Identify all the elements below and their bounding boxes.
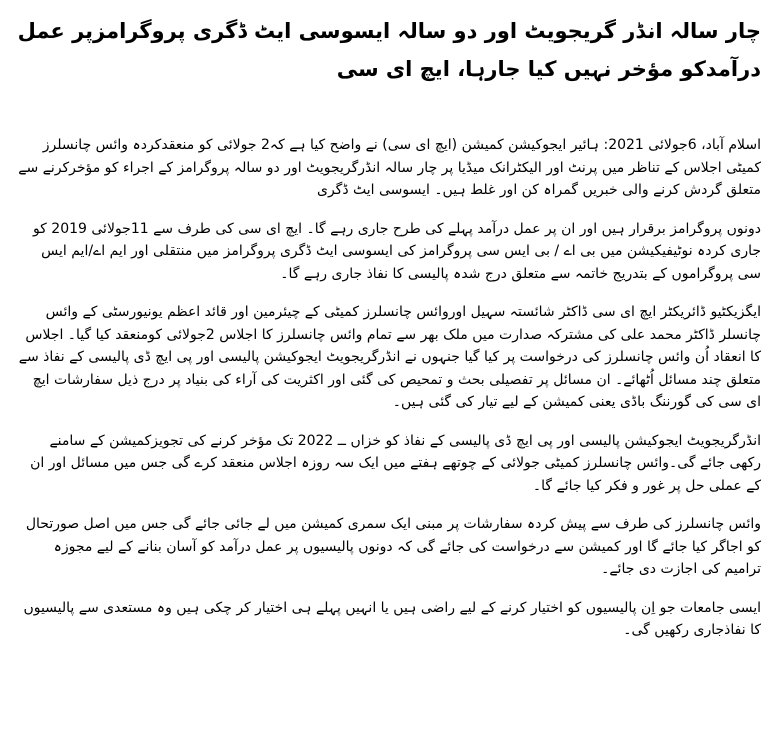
article-paragraph-5: وائس چانسلرز کی طرف سے پیش کردہ سفارشات پر مبنی ایک سمری کمیشن میں لے جائی جائے گی جس میں اصل صورتحال کو اجاگر کیا جائے گا اور کمیشن سے درخواست کی جائے گی کہ دونوں پالیسیوں پر عمل درآمد کو آسان بنانے کے لیے مجوزہ ترامیم کی اجازت دی جائے۔ <box>25 516 761 577</box>
article-headline: چار سالہ انڈر گریجویٹ اور دو سالہ ایسوسی ایٹ ڈگری پروگرامزپر عمل درآمدکو مؤخر نہیں کیا جارہا، ایچ ای سی <box>17 19 761 81</box>
headline-spacer <box>14 88 761 134</box>
article-paragraph-2: دونوں پروگرامز برقرار ہیں اور ان پر عمل درآمد پہلے کی طرح جاری رہے گا۔ ایچ ای سی کی طرف سے 11جولائی 2019 کو جاری کردہ نوٹیفیکیشن میں بی اے / بی ایس سی پروگرامز کی ایسوسی ایٹ ڈگری پروگرامز میں منتقلی اور ایم اے/ایم ایس سی پروگراموں کے بتدریج خاتمہ سے متعلق درج شدہ پالیسی کا نفاذ جاری رہے گا۔ <box>32 220 761 282</box>
article-paragraph-4: انڈرگریجویٹ ایجوکیشن پالیسی اور پی ایچ ڈی پالیسی کے نفاذ کو خزاں ــ 2022 تک مؤخر کرنے کی تجویزکمیشن کے سامنے رکھی جائے گی۔وائس چانسلرز کمیٹی جولائی کے چوتھے ہفتے میں ایک سہ روزہ اجلاس منعقد کرے گی جس میں مسائل اور ان کے عملی حل پر غور و فکر کیا جائے گا۔ <box>30 432 761 494</box>
article-paragraph-1: اسلام آباد، 6جولائی 2021: ہائیر ایجوکیشن کمیشن (ایچ ای سی) نے واضح کیا ہے کہ2 جولائی کو منعقدکردہ وائس چانسلرز کمیٹی اجلاس کے تناظر میں پرنٹ اور الیکٹرانک میڈیا پر چار سالہ انڈرگریجویٹ اور دو سالہ پروگرامز کے اجراء کو مؤخرکرنے سے متعلق گردش کرنے والی خبریں گمراہ کن اور غلط ہیں۔ ایسوسی ایٹ ڈگری <box>18 137 761 198</box>
article-paragraph-3: ایگزیکٹیو ڈائریکٹر ایچ ای سی ڈاکٹر شائستہ سہیل اوروائس چانسلرز کمیٹی کے چیئرمین اور قائد اعظم یونیورسٹی کے وائس چانسلر ڈاکٹر محمد علی کی مشترکہ صدارت میں ملک بھر سے تمام وائس چانسلرز کا اجلاس 2جولائی کومنعقد کیا گیا۔ اجلاس کا انعقاد اُن وائس چانسلرز کی درخواست پر کیا گیا جنہوں نے انڈرگریجویٹ ایجوکیشن پالیسی اور پی ایچ ڈی پالیسی کے نفاذ سے متعلق چند مسائل اُٹھائے۔ ان مسائل پر تفصیلی بحث و تمحیص کی گئی اور اکثریت کی آراء کی بنیاد پر درج ذیل سفارشات ایچ ای سی کی گورننگ باڈی یعنی کمیشن کے لیے تیار کی گئی ہیں۔ <box>18 304 761 410</box>
article-paragraph-6: ایسی جامعات جو اِن پالیسیوں کو اختیار کرنے کے لیے راضی ہیں یا انہیں پہلے ہی اختیار کر چکی ہیں وہ مستعدی سے پالیسیوں کا نفاذجاری رکھیں گی۔ <box>23 599 761 638</box>
